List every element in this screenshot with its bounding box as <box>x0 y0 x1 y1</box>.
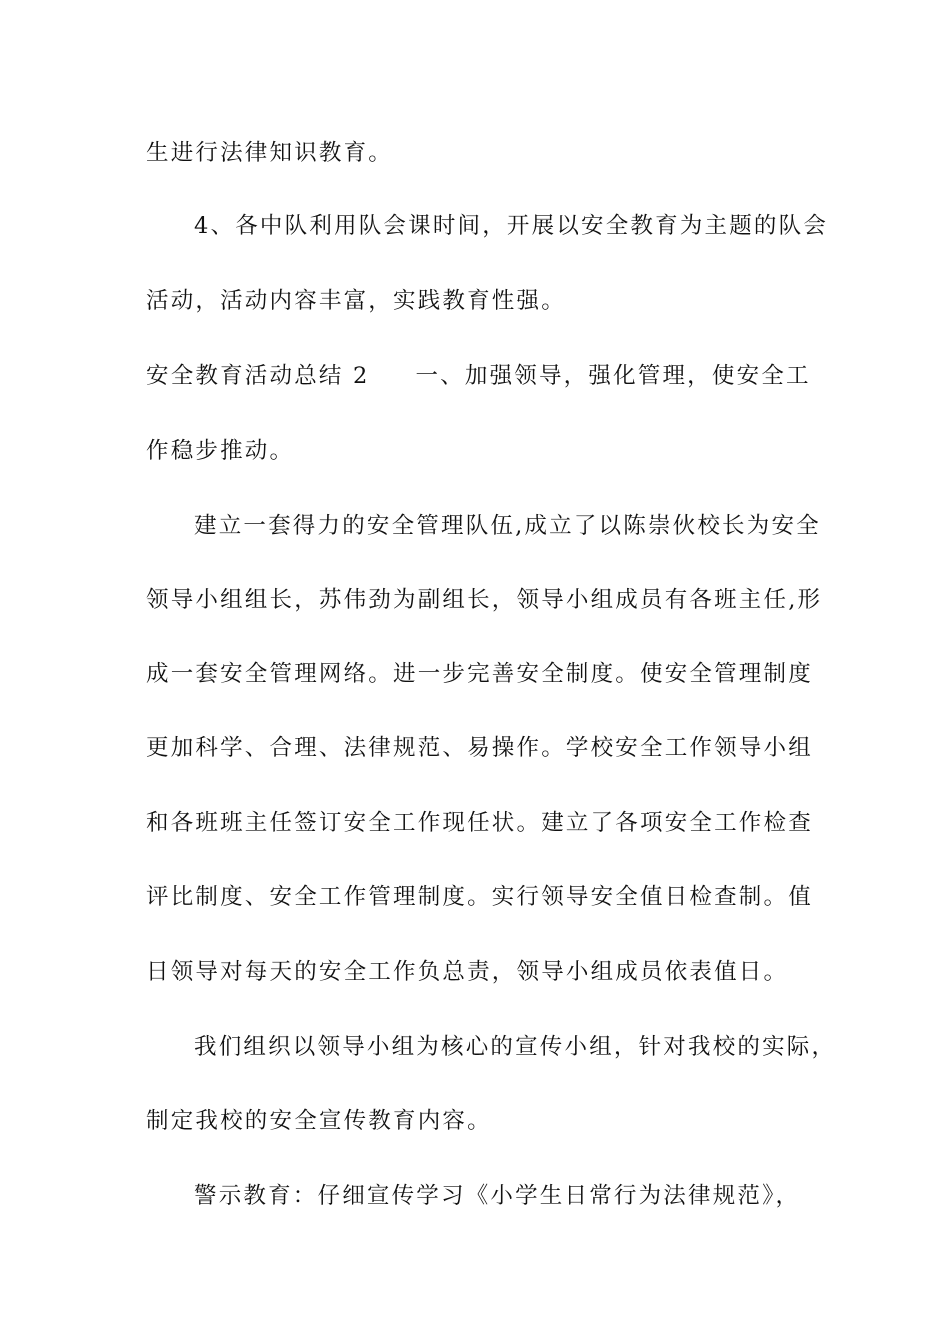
paragraph-line: 成一套安全管理网络。进一步完善安全制度。使安全管理制度 <box>146 661 813 687</box>
paragraph-line: 制定我校的安全宣传教育内容。 <box>146 1108 492 1134</box>
paragraph-line: 和各班班主任签订安全工作现任状。建立了各项安全工作检查 <box>146 810 813 836</box>
paragraph-line: 评比制度、安全工作管理制度。实行领导安全值日检查制。值 <box>146 884 813 910</box>
paragraph-line: 我们组织以领导小组为核心的宣传小组，针对我校的实际， <box>194 1034 837 1060</box>
paragraph-line: 建立一套得力的安全管理队伍,成立了以陈崇伙校长为安全 <box>194 513 821 539</box>
paragraph-line: 警示教育：仔细宣传学习《小学生日常行为法律规范》， <box>194 1183 801 1209</box>
paragraph-line: 日领导对每天的安全工作负总责，领导小组成员依表值日。 <box>146 959 789 985</box>
paragraph-line: 生进行法律知识教育。 <box>146 140 394 166</box>
paragraph-line: 活动，活动内容丰富，实践教育性强。 <box>146 288 566 314</box>
paragraph-line: 更加科学、合理、法律规范、易操作。学校安全工作领导小组 <box>146 735 813 761</box>
section-heading: 安全教育活动总结 2 <box>146 363 370 389</box>
section-heading-line <box>146 361 811 391</box>
paragraph-line: 领导小组组长，苏伟劲为副组长，领导小组成员有各班主任,形 <box>146 587 823 613</box>
paragraph-line: 4、各中队利用队会课时间，开展以安全教育为主题的队会 <box>194 213 829 239</box>
paragraph-line: 作稳步推动。 <box>146 438 295 464</box>
paragraph-text: 一、加强领导，强化管理，使安全工 <box>415 363 811 389</box>
